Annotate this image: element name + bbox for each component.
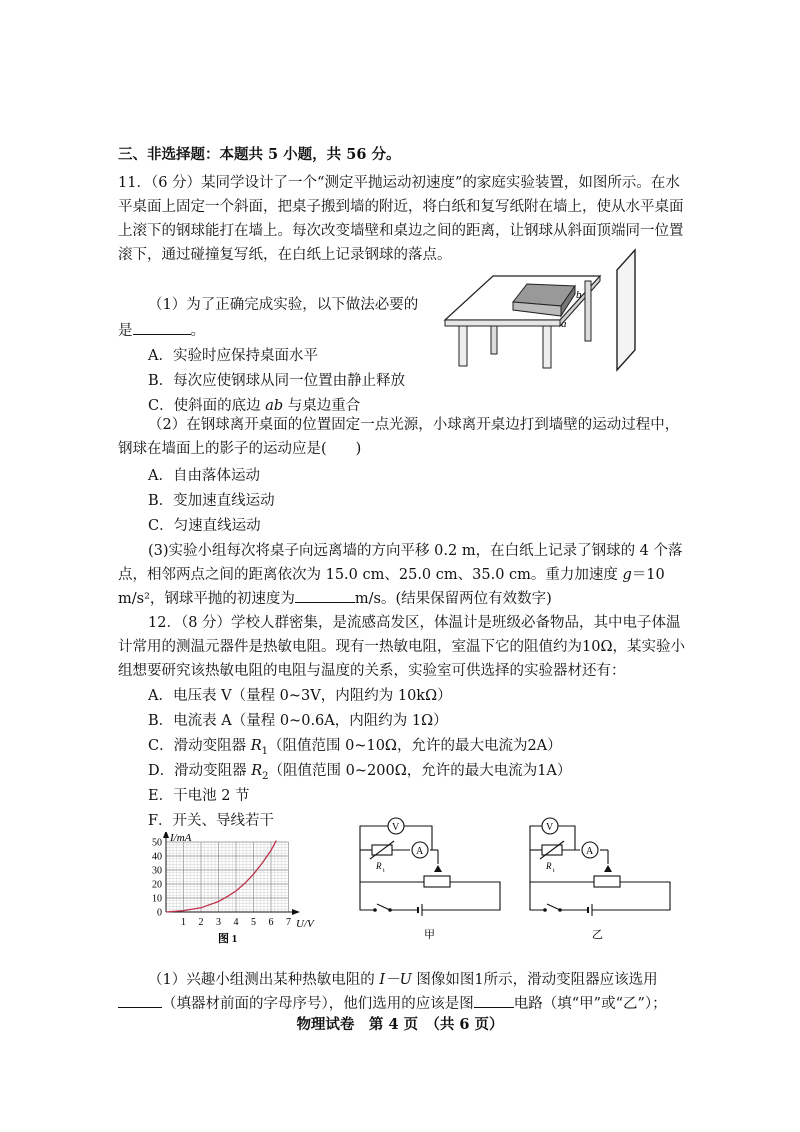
- label-b: b: [576, 289, 582, 301]
- wire: [592, 882, 670, 910]
- wall-board: [617, 250, 635, 370]
- q11-part2-option-a: A．自由落体运动: [148, 468, 260, 484]
- switch-contact: [543, 908, 547, 912]
- q12-part1-text-b: 图像如图1所示，滑动变阻器应该选用: [411, 972, 658, 988]
- x-axis-arrow: [292, 909, 300, 915]
- q11-option-c: [148, 394, 360, 415]
- circuit-yi: [520, 812, 680, 950]
- rheostat-body: [424, 876, 450, 887]
- q12-option-d-sub: 2: [262, 770, 269, 782]
- x-tick-label: 7: [286, 917, 291, 928]
- q12-part1-blank-2: [474, 1007, 514, 1008]
- q11-part1-blank: [133, 334, 191, 335]
- q11-part2-option-b: B．变加速直线运动: [148, 493, 275, 509]
- table-incline-figure: [435, 248, 660, 378]
- table-edge: [445, 320, 560, 326]
- q12-option-a: A．电压表 V（量程 0~3V，内阻约为 10kΩ）: [148, 688, 452, 704]
- q12-part1-iu: I－U: [379, 972, 412, 988]
- thermistor-label: R: [546, 861, 552, 871]
- rheostat-body: [594, 876, 620, 887]
- q12-option-d-post: （阻值范围 0~200Ω，允许的最大电流为1A）: [268, 763, 572, 779]
- q11-part3-text-b: ＝10 m/s²，钢球平抛的初速度为: [118, 567, 665, 607]
- switch-contact: [388, 908, 392, 912]
- x-tick-label: 1: [181, 917, 186, 928]
- ammeter-label: A: [586, 846, 594, 857]
- ammeter-label: A: [416, 846, 424, 857]
- thermistor-label: R: [376, 861, 382, 871]
- q11-part2-option-c: C．匀速直线运动: [148, 518, 261, 534]
- q11-part2-prompt: （2）在钢球离开桌面的位置固定一点光源，小球离开桌边打到墙壁的运动过程中，钢球在墙面上的影子的运动应是( ): [118, 417, 680, 457]
- q11-part1-suffix: 。: [190, 323, 205, 339]
- x-tick-label: 6: [268, 917, 274, 928]
- section-heading: 三、非选择题：本题共 5 小题，共 56 分。: [118, 146, 401, 163]
- figure1-iu-graph: [140, 832, 330, 950]
- thermistor-label-sub: t: [553, 868, 555, 874]
- q11-part1-prefix: 是: [118, 323, 133, 339]
- switch-contact: [558, 908, 562, 912]
- page-footer: 物理试卷 第 4 页 （共 6 页）: [296, 1016, 504, 1033]
- table-leg: [491, 326, 497, 354]
- x-axis-label: U/V: [296, 918, 314, 930]
- table-leg: [459, 326, 467, 366]
- circuit-jia-caption: 甲: [424, 929, 435, 941]
- q12-option-c-post: （阻值范围 0~10Ω，允许的最大电流为2A）: [268, 738, 562, 754]
- wire: [360, 882, 374, 910]
- y-tick-label: 30: [152, 865, 162, 877]
- x-tick-label: 3: [216, 917, 221, 928]
- thermistor-arrow: [540, 841, 564, 859]
- q12-part1-blank-1: [118, 1007, 162, 1008]
- x-tick-label: 4: [233, 917, 239, 928]
- q11-part3-text-c: m/s。(结果保留两位有效数字): [354, 591, 552, 607]
- q12-part1: [118, 968, 688, 1016]
- y-tick-label: 10: [152, 893, 162, 905]
- x-tick-label: 2: [198, 917, 204, 928]
- q11-part1-prompt: （1）为了正确完成实验，以下做法必要的: [148, 297, 419, 313]
- q11-part3-text-a: (3)实验小组每次将桌子向远离墙的方向平移 0.2 m，在白纸上记录了钢球的 4 个落点，相邻两点之间的距离依次为 15.0 cm、25.0 cm、35.0 cm。重力加速度: [118, 543, 683, 583]
- circuit-jia: [350, 812, 510, 950]
- y-tick-label: 40: [152, 851, 162, 863]
- q11-part3-g: g: [622, 567, 632, 583]
- q12-option-c-pre: C．滑动变阻器: [148, 738, 251, 754]
- voltmeter-label: V: [546, 822, 554, 833]
- y-axis-label: I/mA: [170, 832, 192, 844]
- circuit-yi-caption: 乙: [592, 929, 603, 941]
- q11-part3: [118, 539, 688, 611]
- q11-option-c-ab: ab: [265, 398, 284, 414]
- figure1-caption: 图 1: [218, 933, 238, 945]
- table-leg: [543, 326, 551, 368]
- switch-blade: [377, 904, 390, 910]
- thermistor-arrow: [370, 841, 394, 859]
- q12-option-c-sub: 1: [261, 745, 268, 757]
- q11-part3-blank: [295, 602, 355, 603]
- iu-curve: [166, 841, 276, 912]
- q12-option-e: E．干电池 2 节: [148, 788, 250, 804]
- q11-option-c-pre: C．使斜面的底边: [148, 398, 266, 414]
- q12-option-b: B．电流表 A（量程 0~0.6A，内阻约为 1Ω）: [148, 713, 448, 729]
- slider-arrow: [434, 865, 442, 872]
- q12-option-c: [148, 734, 562, 757]
- q12-option-c-symbol: R: [250, 738, 262, 754]
- table-leg: [585, 281, 591, 341]
- q11-part1-answer-line: [118, 319, 205, 340]
- thermistor-label-sub: t: [383, 868, 385, 874]
- wire: [530, 882, 544, 910]
- y-tick-label: 0: [157, 907, 162, 919]
- q12-intro: 12．（8 分）学校人群密集，是流感高发区，体温计是班级必备物品，其中电子体温计常用的测温元器件是热敏电阻。现有一热敏电阻，室温下它的阻值约为10Ω，某实验小组想要研究该热敏电阻的电阻与温度的关系，实验室可供选择的实验器材还有：: [118, 615, 685, 679]
- label-a: a: [561, 318, 567, 330]
- q12-part1-text-d: 电路（填“甲”或“乙”）；: [513, 996, 667, 1012]
- q11-option-c-post: 与桌边重合: [283, 398, 361, 414]
- q11-option-a: A．实验时应保持桌面水平: [148, 348, 318, 364]
- wire: [422, 882, 500, 910]
- q12-part1-text-c: （填器材前面的字母序号），他们选用的应该是图: [162, 996, 474, 1012]
- voltmeter-label: V: [392, 822, 400, 833]
- slider-arrow: [604, 865, 612, 872]
- switch-contact: [373, 908, 377, 912]
- y-tick-label: 50: [152, 837, 162, 849]
- q11-intro: 11．（6 分）某同学设计了一个“测定平抛运动初速度”的家庭实验装置，如图所示。在水平桌面上固定一个斜面，把桌子搬到墙的附近，将白纸和复写纸附在墙上，使从水平桌面上滚下的钢球能打在墙上。每次改变墙壁和桌边之间的距离，让钢球从斜面顶端同一位置滚下，通过碰撞复写纸，在白纸上记录钢球的落点。: [118, 175, 684, 263]
- q12-option-f: F．开关、导线若干: [148, 813, 275, 829]
- q12-option-d-symbol: R: [251, 763, 263, 779]
- switch-blade: [547, 904, 560, 910]
- q12-option-d-pre: D．滑动变阻器: [148, 763, 252, 779]
- x-tick-label: 5: [251, 917, 256, 928]
- q11-option-b: B．每次应使钢球从同一位置由静止释放: [148, 373, 406, 389]
- y-axis-arrow: [163, 832, 169, 838]
- q12-option-d: [148, 759, 571, 782]
- y-tick-label: 20: [152, 879, 162, 891]
- q12-part1-text-a: （1）兴趣小组测出某种热敏电阻的: [148, 972, 380, 988]
